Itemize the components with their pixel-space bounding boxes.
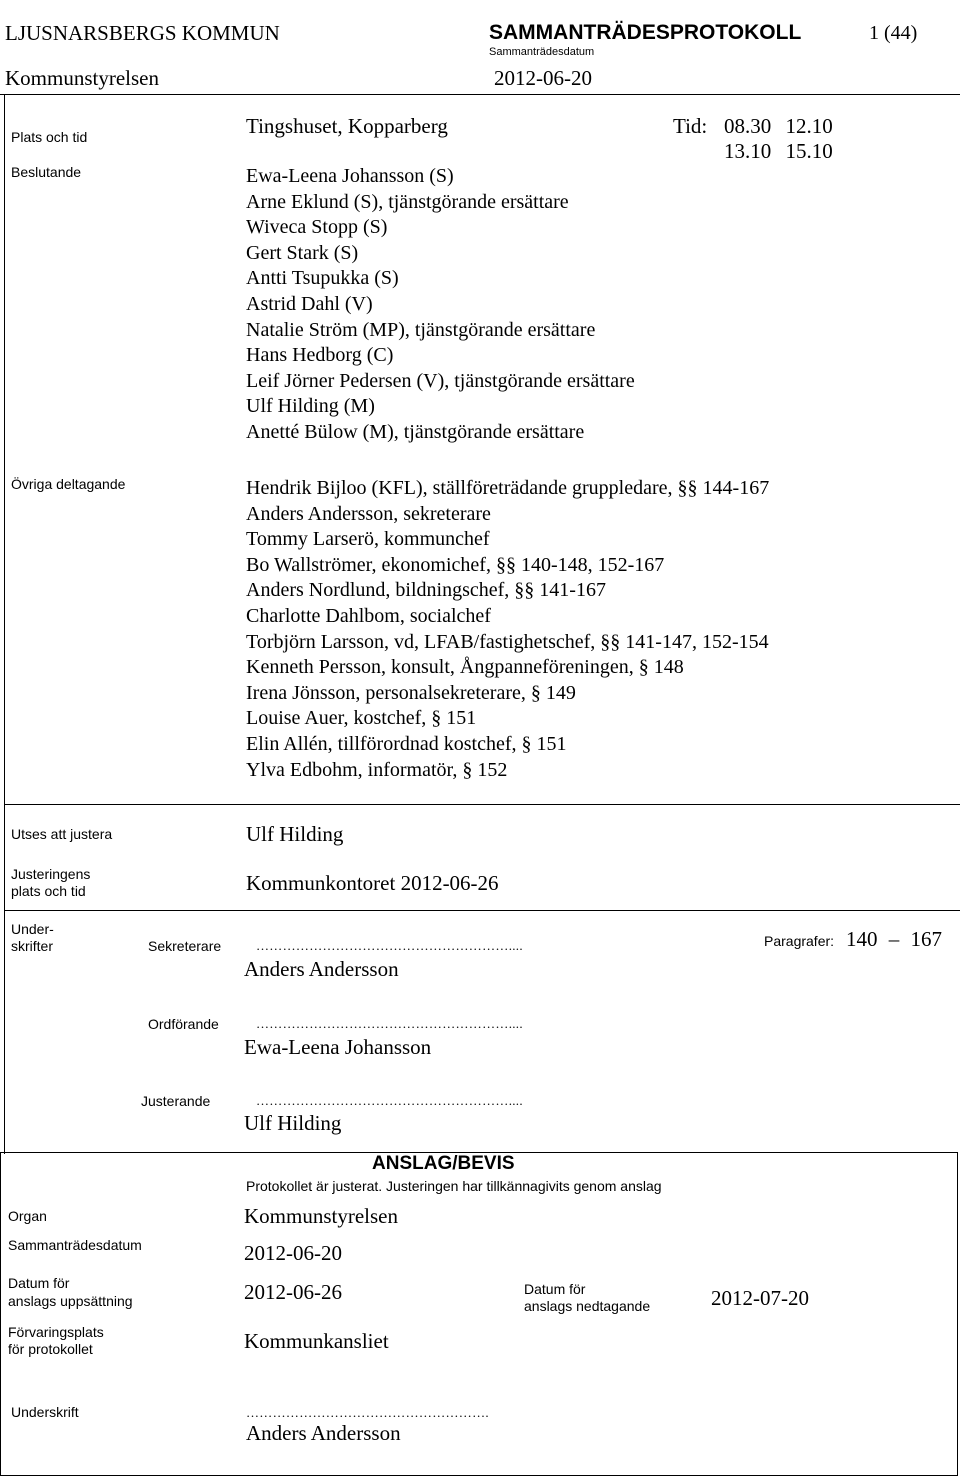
decision-members-list — [246, 164, 635, 446]
decision-member: Ulf Hilding (M) — [246, 395, 375, 418]
other-participant: Ylva Edbohm, informatör, § 152 — [246, 758, 508, 781]
page-number: 1 (44) — [869, 22, 918, 44]
other-participant: Elin Allén, tillförordnad kostchef, § 151 — [246, 732, 567, 755]
adjuster-signature-line: ………………………………………………….... — [256, 1093, 523, 1108]
other-participant: Torbjörn Larsson, vd, LFAB/fastighetschef, §§ 141-147, 152-154 — [246, 630, 769, 653]
other-participant: Hendrik Bijloo (KFL), ställföreträdande gruppledare, §§ 144-167 — [246, 477, 770, 499]
storage-label-1: Förvaringsplats — [8, 1324, 104, 1340]
decision-member: Anetté Bülow (M), tjänstgörande ersättare — [246, 420, 585, 443]
signatures-divider — [4, 910, 960, 911]
header-divider — [0, 94, 960, 95]
decision-member: Astrid Dahl (V) — [246, 292, 373, 315]
secretary-name: Anders Andersson — [244, 957, 399, 981]
decision-member: Arne Eklund (S), tjänstgörande ersättare — [246, 190, 569, 213]
adjust-place-label-1: Justeringens — [11, 866, 91, 882]
place-label: Plats och tid — [11, 129, 88, 145]
body-name: Kommunstyrelsen — [5, 66, 159, 90]
other-participant: Bo Wallströmer, ekonomichef, §§ 140-148, 152-167 — [246, 553, 665, 576]
removed-label-1: Datum för — [524, 1281, 586, 1297]
posted-label-2: anslags uppsättning — [8, 1293, 133, 1309]
other-participant: Kenneth Persson, konsult, Ångpanneföreningen, § 148 — [246, 656, 684, 679]
chair-label: Ordförande — [148, 1016, 219, 1032]
notice-bottom-border — [0, 1475, 958, 1476]
other-participant: Irena Jönsson, personalsekreterare, § 149 — [246, 681, 576, 704]
signatures-label-1: Under- — [11, 921, 54, 937]
meeting-time-1: 08.30 12.10 — [724, 114, 833, 138]
notice-date-value: 2012-06-20 — [244, 1241, 342, 1265]
chair-name: Ewa-Leena Johansson — [244, 1035, 432, 1059]
notice-title: ANSLAG/BEVIS — [372, 1153, 515, 1174]
municipality-name: LJUSNARSBERGS KOMMUN — [5, 21, 280, 45]
secretary-signature-line: ………………………………………………….... — [256, 938, 523, 953]
meeting-time-2: 13.10 15.10 — [724, 139, 833, 163]
adjust-place-label-2: plats och tid — [11, 883, 86, 899]
organ-value: Kommunstyrelsen — [244, 1204, 398, 1228]
decision-label: Beslutande — [11, 164, 82, 180]
notice-signature-line: ………………………………………………. — [246, 1405, 489, 1420]
notice-right-border — [957, 1152, 958, 1476]
organ-label: Organ — [8, 1208, 47, 1224]
notice-signature-label: Underskrift — [11, 1404, 79, 1420]
decision-member: Gert Stark (S) — [246, 241, 359, 264]
other-participant: Tommy Larserö, kommunchef — [246, 528, 490, 551]
notice-date-label: Sammanträdesdatum — [8, 1237, 142, 1253]
date-caption: Sammanträdesdatum — [489, 46, 595, 58]
other-participant: Anders Nordlund, bildningschef, §§ 141-167 — [246, 579, 606, 602]
other-participant: Charlotte Dahlbom, socialchef — [246, 604, 491, 627]
decision-member: Ewa-Leena Johansson (S) — [246, 165, 454, 187]
adjuster-appointed-label: Utses att justera — [11, 826, 113, 842]
others-label: Övriga deltagande — [11, 476, 126, 492]
other-participant: Louise Auer, kostchef, § 151 — [246, 707, 477, 730]
adjuster-appointed: Ulf Hilding — [246, 822, 344, 846]
meeting-place: Tingshuset, Kopparberg — [246, 114, 448, 138]
notice-signature-name: Anders Andersson — [246, 1421, 401, 1445]
adjust-place: Kommunkontoret 2012-06-26 — [246, 871, 499, 895]
decision-member: Natalie Ström (MP), tjänstgörande ersättare — [246, 318, 596, 341]
removed-date: 2012-07-20 — [711, 1286, 809, 1310]
secretary-label: Sekreterare — [148, 938, 222, 954]
meeting-date: 2012-06-20 — [494, 66, 592, 90]
decision-member: Hans Hedborg (C) — [246, 344, 394, 367]
signatures-label-2: skrifter — [11, 938, 53, 954]
document-type: SAMMANTRÄDESPROTOKOLL — [489, 21, 802, 44]
paragraphs-range: 140 – 167 — [846, 927, 942, 951]
adjuster-label: Justerande — [141, 1093, 211, 1109]
adjust-divider — [4, 804, 960, 805]
posted-date: 2012-06-26 — [244, 1280, 342, 1304]
removed-label-2: anslags nedtagande — [524, 1298, 651, 1314]
storage-value: Kommunkansliet — [244, 1329, 389, 1353]
posted-label-1: Datum för — [8, 1275, 70, 1291]
other-participant: Anders Andersson, sekreterare — [246, 502, 491, 525]
chair-signature-line: ………………………………………………….... — [256, 1016, 523, 1031]
notice-left-border — [0, 1152, 1, 1476]
time-label: Tid: — [673, 114, 708, 138]
decision-member: Antti Tsupukka (S) — [246, 267, 399, 290]
storage-label-2: för protokollet — [8, 1341, 93, 1357]
paragraphs-label: Paragrafer: — [764, 933, 835, 949]
others-members-list — [246, 476, 769, 783]
decision-member: Wiveca Stopp (S) — [246, 216, 388, 239]
notice-subtitle: Protokollet är justerat. Justeringen har tillkännagivits genom anslag — [246, 1178, 662, 1194]
adjuster-name: Ulf Hilding — [244, 1111, 342, 1135]
left-border — [4, 94, 5, 1154]
decision-member: Leif Jörner Pedersen (V), tjänstgörande ersättare — [246, 369, 635, 392]
